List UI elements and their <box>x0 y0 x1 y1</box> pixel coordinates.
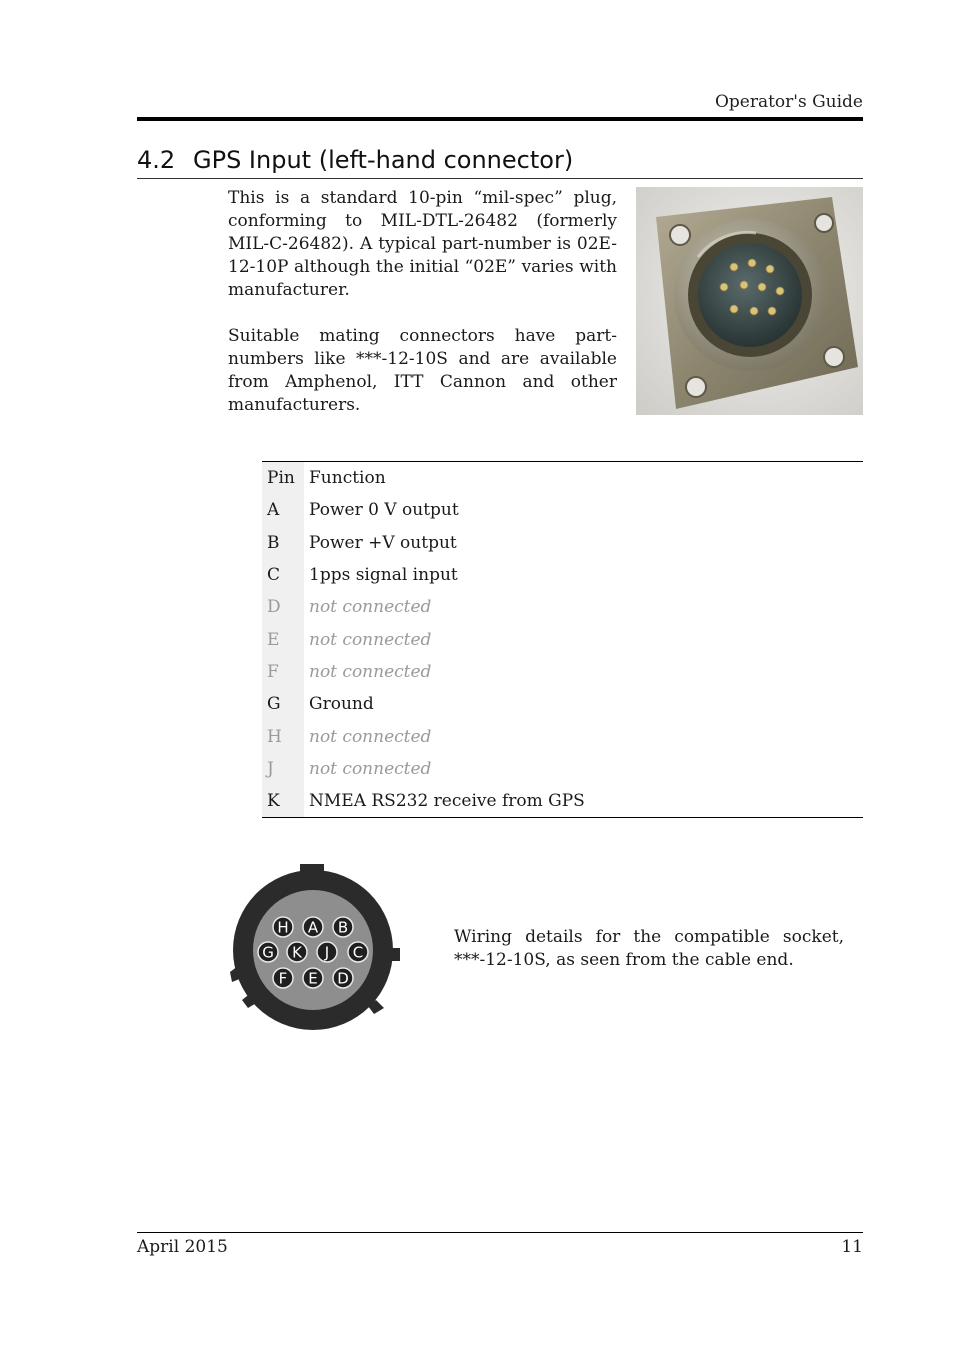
table-row <box>262 623 863 655</box>
section-heading <box>137 146 863 179</box>
pin-cell: K <box>262 785 304 818</box>
running-head: Operator's Guide <box>714 92 863 112</box>
header-rule <box>137 117 863 121</box>
pin-b <box>333 917 353 937</box>
function-cell: NMEA RS232 receive from GPS <box>309 791 585 812</box>
intro-text <box>228 187 617 440</box>
pin-c-label: C <box>352 943 364 962</box>
pin-k-label: K <box>292 943 302 962</box>
connector-photo <box>636 187 863 415</box>
intro-paragraph-2: Suitable mating connectors have part-numbers like ***-12-10S and are available from Amphenol, ITT Cannon and other manufacturers. <box>228 326 617 415</box>
function-cell: 1pps signal input <box>309 565 458 586</box>
pin-k <box>287 942 307 962</box>
function-cell: not connected <box>309 597 432 618</box>
intro-paragraph-1: This is a standard 10-pin “mil-spec” plug, conforming to MIL-DTL-26482 (formerly MIL-C-26482). A typical part-number is 02E-12-10P although the initial “02E” varies with manufacturer. <box>228 188 617 300</box>
function-cell: not connected <box>309 726 432 747</box>
table-row <box>262 527 863 559</box>
pin-c <box>348 942 368 962</box>
footer-date: April 2015 <box>137 1237 228 1257</box>
pin-e-label: E <box>308 969 318 988</box>
function-cell: Ground <box>309 694 374 715</box>
pin-e <box>303 968 323 988</box>
pin-cell: J <box>262 753 304 785</box>
function-cell: not connected <box>309 758 432 779</box>
pin-h <box>273 917 293 937</box>
pin-d-label: D <box>337 969 349 988</box>
function-cell: Power 0 V output <box>309 500 459 521</box>
table-row <box>262 720 863 752</box>
pin-g <box>258 942 278 962</box>
pin-j <box>317 942 337 962</box>
footer-page-number: 11 <box>841 1237 863 1257</box>
pin-cell: F <box>262 656 304 688</box>
pin-function-table <box>262 461 863 818</box>
pin-cell: D <box>262 591 304 623</box>
table-row <box>262 656 863 688</box>
table-row <box>262 494 863 526</box>
pin-cell: C <box>262 559 304 591</box>
pin-cell: G <box>262 688 304 720</box>
function-cell: not connected <box>309 661 432 682</box>
pin-a <box>303 917 323 937</box>
pin-cell: H <box>262 720 304 752</box>
pin-g-label: G <box>262 943 274 962</box>
table-row <box>262 785 863 818</box>
pin-b-label: B <box>337 918 349 937</box>
pin-cell: E <box>262 623 304 655</box>
pin-d <box>333 968 353 988</box>
pin-cell: A <box>262 494 304 526</box>
pin-h-label: H <box>277 918 289 937</box>
pin-a-label: A <box>307 918 319 937</box>
function-cell: not connected <box>309 629 432 650</box>
table-row <box>262 688 863 720</box>
table-header-row <box>262 462 863 495</box>
table-row <box>262 559 863 591</box>
socket-caption: Wiring details for the compatible socket, ***-12-10S, as seen from the cable end. <box>454 927 844 970</box>
table-row <box>262 591 863 623</box>
pin-j-label: J <box>324 943 330 962</box>
section-number: 4.2 <box>137 146 176 174</box>
table-row <box>262 753 863 785</box>
footer-rule <box>137 1232 863 1233</box>
pin-column-header: Pin <box>262 462 304 495</box>
pin-f <box>273 968 293 988</box>
function-cell: Power +V output <box>309 532 457 553</box>
pin-f-label: F <box>278 969 288 988</box>
pin-cell: B <box>262 527 304 559</box>
function-column-header: Function <box>309 468 386 489</box>
socket-wiring-diagram <box>228 862 400 1032</box>
section-title: GPS Input (left-hand connector) <box>193 146 574 174</box>
